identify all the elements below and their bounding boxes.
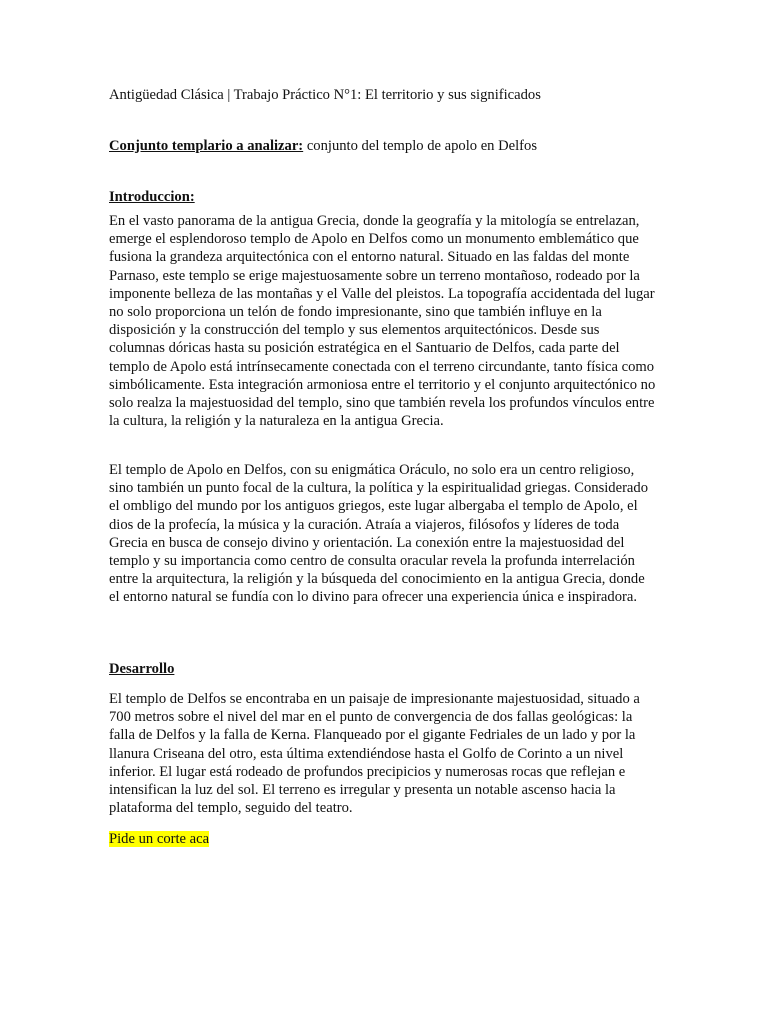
introduction-heading: Introduccion: (109, 189, 195, 205)
introduction-paragraph-2: El templo de Apolo en Delfos, con su enigmática Oráculo, no solo era un centro religioso, sino también un punto focal de la cultura, la política y la espiritualidad griegas. Considerado el ombligo del mundo por los antiguos griegos, este lugar albergaba el templo de Apolo, el dios de la profecía, la música y la curación. Atraía a viajeros, filósofos y líderes de toda Grecia en busca de consejo divino y orientación. La conexión entre la majestuosidad del templo y su importancia como centro de consulta oracular revela la profunda interrelación entre la arquitectura, la religión y la búsqueda del conocimiento en la antigua Grecia, donde el entorno natural se fundía con lo divino para ofrecer una experiencia única e inspiradora. (109, 462, 649, 606)
temple-line (109, 137, 657, 155)
development-heading: Desarrollo (109, 661, 175, 677)
temple-label: Conjunto templario a analizar: (109, 138, 304, 154)
introduction-paragraph-1: En el vasto panorama de la antigua Grecia, donde la geografía y la mitología se entrelazan, emerge el esplendoroso templo de Apolo en Delfos como un monumento emblemático que fusiona la grandeza arquitectónica con el entorno natural. Situado en las faldas del monte Parnaso, este templo se erige majestuosamente sobre un terreno montañoso, rodeado por la imponente belleza de las montañas y el Valle del pleistos. La topografía accidentada del lugar no solo proporciona un telón de fondo impresionante, sino que también influye en la disposición y la construcción del templo y sus elementos arquitectónicos. Desde sus columnas dóricas hasta su posición estratégica en el Santuario de Delfos, cada parte del templo de Apolo está intrínsecamente conectada con el terreno circundante, tanto física como simbólicamente. Esta integración armoniosa entre el territorio y el conjunto arquitectónico no solo realza la majestuosidad del templo, sino que también revela los profundos vínculos entre la cultura, la religión y la naturaleza en la antigua Grecia. (109, 213, 656, 430)
highlighted-note: Pide un corte aca (109, 831, 210, 847)
temple-value: conjunto del templo de apolo en Delfos (303, 138, 538, 154)
document-header: Antigüedad Clásica | Trabajo Práctico N°1: El territorio y sus significados (109, 87, 541, 103)
highlight-note-line (109, 830, 657, 848)
development-paragraph: El templo de Delfos se encontraba en un paisaje de impresionante majestuosidad, situado a 700 metros sobre el nivel del mar en el punto de convergencia de dos fallas geológicas: la falla de Delfos y la falla de Kerna. Flanqueado por el gigante Fedriales de un lado y por la llanura Criseana del otro, esta última extendiéndose hasta el Golfo de Corinto a un nivel inferior. El lugar está rodeado de profundos precipicios y numerosas rocas que reflejan e intensifican la luz del sol. El terreno es irregular y presenta un notable ascenso hacia la plataforma del templo, seguido del teatro. (109, 691, 640, 817)
